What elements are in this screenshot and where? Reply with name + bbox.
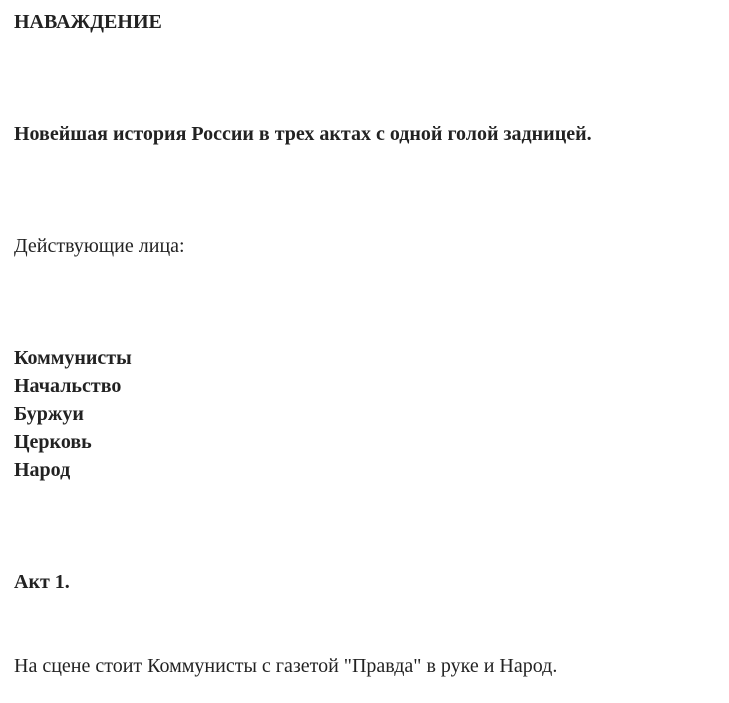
act-paragraph: На сцене стоит Коммунисты с газетой "Правда" в руке и Народ. (14, 655, 558, 677)
act-heading: Акт 1. (14, 571, 70, 593)
cast-list (14, 344, 132, 484)
cast-item: Народ (14, 459, 71, 481)
cast-heading: Действующие лица: (14, 235, 185, 257)
cast-item: Церковь (14, 431, 92, 453)
cast-item: Коммунисты (14, 347, 132, 369)
cast-item: Начальство (14, 375, 122, 397)
document-subtitle: Новейшая история России в трех актах с одной голой задницей. (14, 123, 592, 145)
document-title: НАВАЖДЕНИЕ (14, 11, 162, 33)
cast-item: Буржуи (14, 403, 84, 425)
